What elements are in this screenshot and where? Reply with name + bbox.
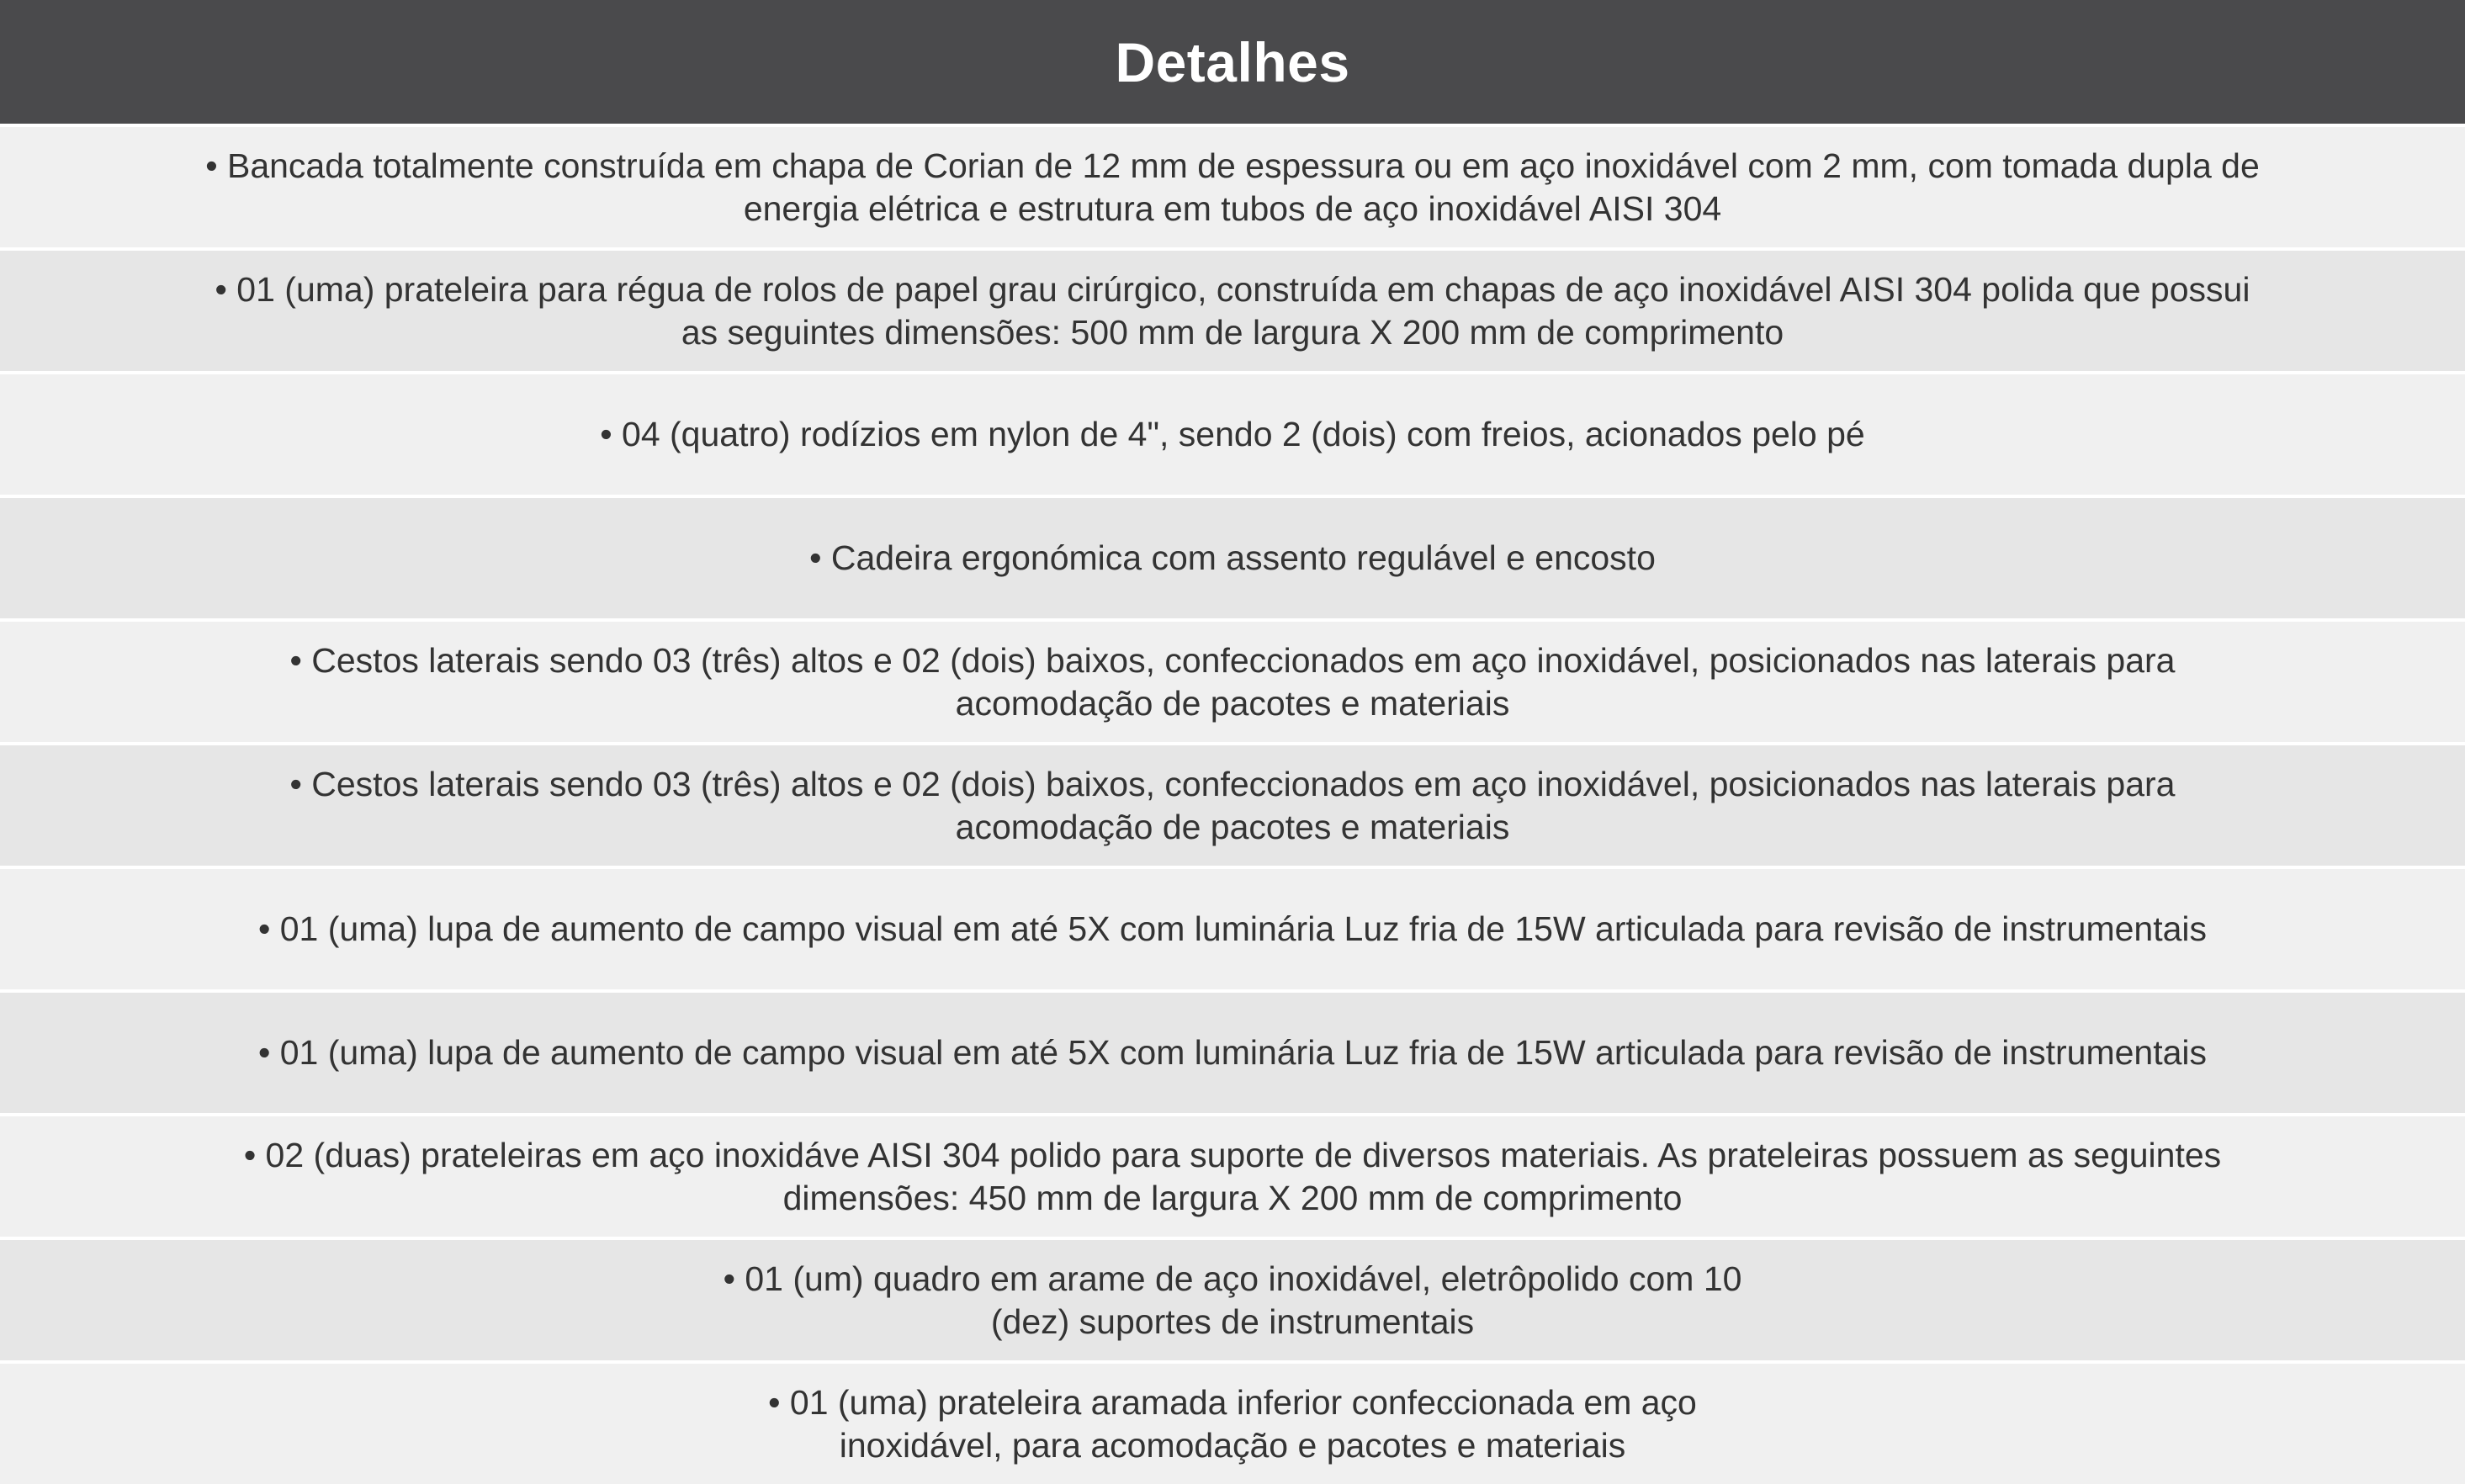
- row-text: • 01 (uma) prateleira aramada inferior confeccionada em aço inoxidável, para acomodação e pacotes e materiais: [768, 1382, 1697, 1465]
- details-list: [0, 124, 2465, 1484]
- table-row: [0, 1237, 2465, 1360]
- row-text: • Cadeira ergonómica com assento regulável e encosto: [809, 538, 1656, 577]
- row-text: • 01 (um) quadro em arame de aço inoxidável, eletrôpolido com 10 (dez) suportes de instrumentais: [723, 1259, 1742, 1341]
- table-header: [0, 0, 2465, 124]
- table-row: [0, 247, 2465, 371]
- table-row: [0, 989, 2465, 1113]
- row-text: • 02 (duas) prateleiras em aço inoxidáve AISI 304 polido para suporte de diversos materiais. As prateleiras possuem as seguintes dimensões: 450 mm de largura X 200 mm de comprimento: [243, 1135, 2222, 1217]
- row-text: • 04 (quatro) rodízios em nylon de 4", sendo 2 (dois) com freios, acionados pelo pé: [600, 415, 1865, 453]
- row-text: • Cestos laterais sendo 03 (três) altos e 02 (dois) baixos, confeccionados em aço inoxidável, posicionados nas laterais para acomodação de pacotes e materiais: [289, 640, 2176, 723]
- table-row: [0, 495, 2465, 618]
- table-row: [0, 866, 2465, 989]
- table-row: [0, 1360, 2465, 1484]
- row-text: • 01 (uma) lupa de aumento de campo visual em até 5X com luminária Luz fria de 15W articulada para revisão de instrumentais: [257, 1033, 2208, 1072]
- row-text: • Bancada totalmente construída em chapa de Corian de 12 mm de espessura ou em aço inoxidável com 2 mm, com tomada dupla de energia elétrica e estrutura em tubos de aço inoxidável AISI 304: [205, 146, 2260, 228]
- row-text: • Cestos laterais sendo 03 (três) altos e 02 (dois) baixos, confeccionados em aço inoxidável, posicionados nas laterais para acomodação de pacotes e materiais: [289, 764, 2176, 846]
- table-row: [0, 124, 2465, 247]
- table-row: [0, 742, 2465, 866]
- table-title: Detalhes: [1115, 30, 1350, 93]
- table-row: [0, 618, 2465, 742]
- row-text: • 01 (uma) lupa de aumento de campo visual em até 5X com luminária Luz fria de 15W articulada para revisão de instrumentais: [257, 909, 2208, 948]
- row-text: • 01 (uma) prateleira para régua de rolos de papel grau cirúrgico, construída em chapas de aço inoxidável AISI 304 polida que possui as seguintes dimensões: 500 mm de largura X 200 mm de comprimento: [215, 269, 2250, 352]
- table-row: [0, 1113, 2465, 1237]
- table-row: [0, 371, 2465, 495]
